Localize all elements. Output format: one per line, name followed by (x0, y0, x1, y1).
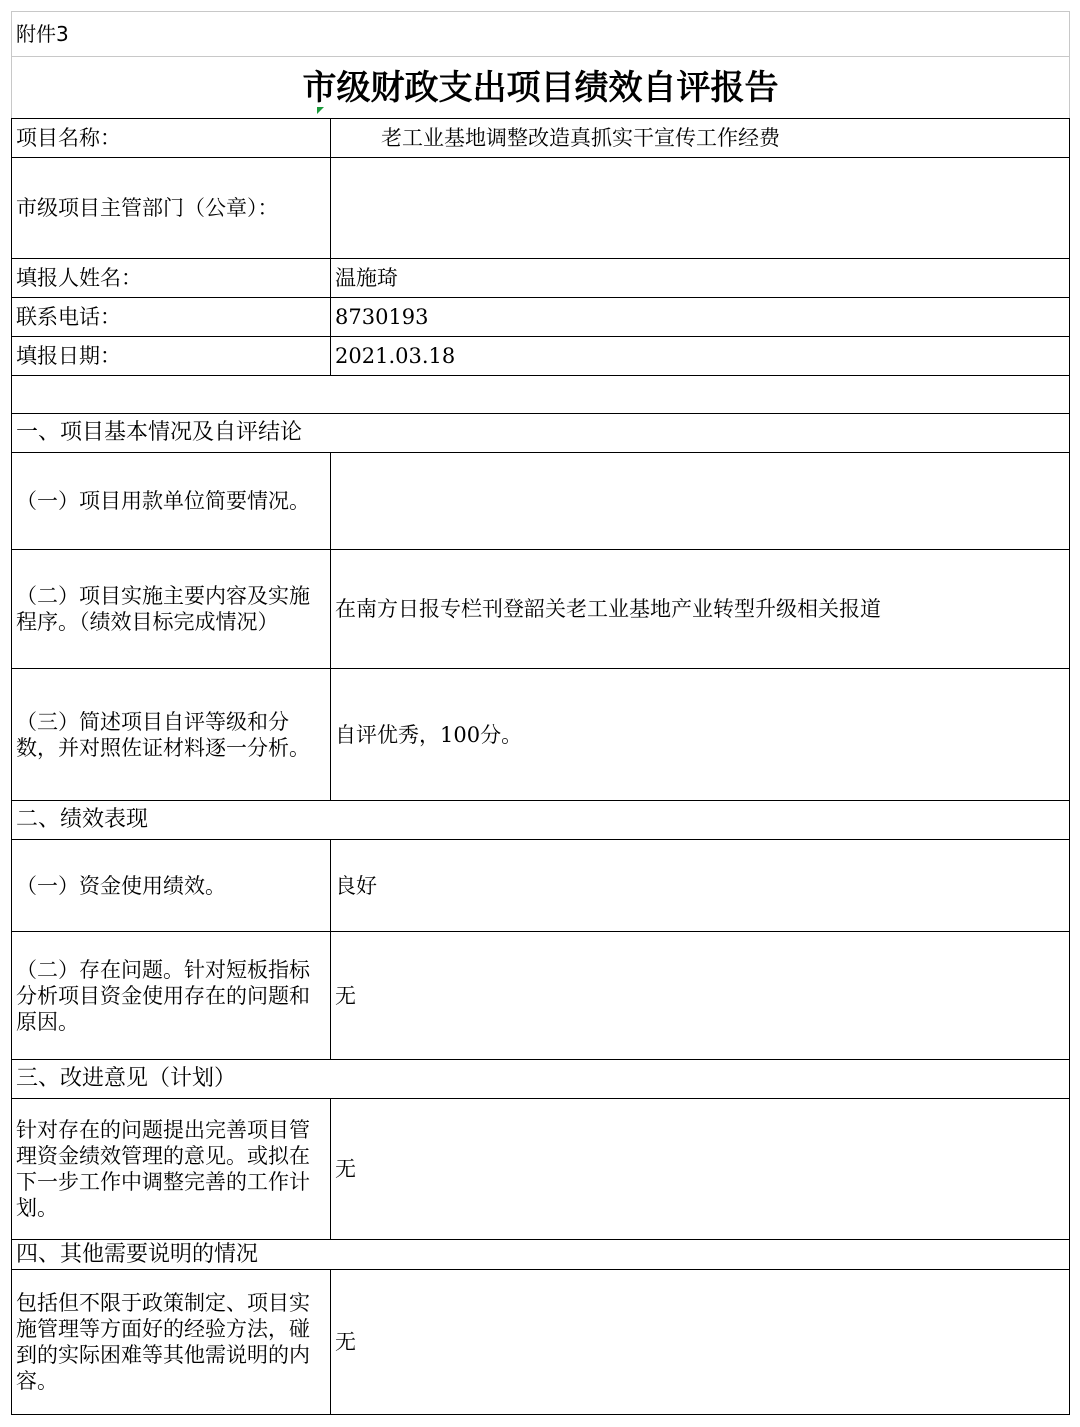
report-table (11, 11, 1070, 1415)
date-value: 2021.03.18 (331, 337, 1070, 376)
sec2-q2-value: 无 (331, 932, 1070, 1060)
sec4-q1-value: 无 (331, 1270, 1070, 1415)
sec1-q1-value (331, 453, 1070, 550)
section-2-heading: 二、绩效表现 (12, 801, 1070, 840)
sec1-q2-label: （二）项目实施主要内容及实施程序。（绩效目标完成情况） (12, 550, 331, 669)
section-1-heading: 一、项目基本情况及自评结论 (12, 414, 1070, 453)
section-3-heading: 三、改进意见（计划） (12, 1060, 1070, 1099)
sec4-q1-label: 包括但不限于政策制定、项目实施管理等方面好的经验方法，碰到的实际困难等其他需说明的内容。 (12, 1270, 331, 1415)
phone-value: 8730193 (331, 298, 1070, 337)
report-sheet (11, 11, 1069, 1415)
sec3-q1-label: 针对存在的问题提出完善项目管理资金绩效管理的意见。或拟在下一步工作中调整完善的工作计划。 (12, 1099, 331, 1240)
sec2-q2-label: （二）存在问题。针对短板指标分析项目资金使用存在的问题和原因。 (12, 932, 331, 1060)
sec2-q1-label: （一）资金使用绩效。 (12, 840, 331, 932)
sec2-q1-value: 良好 (331, 840, 1070, 932)
phone-label: 联系电话： (12, 298, 331, 337)
sec1-q2-value: 在南方日报专栏刊登韶关老工业基地产业转型升级相关报道 (331, 550, 1070, 669)
cell-comment-marker (317, 107, 324, 114)
dept-value (331, 158, 1070, 259)
sec1-q1-label: （一）项目用款单位简要情况。 (12, 453, 331, 550)
page-title: 市级财政支出项目绩效自评报告 (12, 57, 1070, 119)
filler-label: 填报人姓名： (12, 259, 331, 298)
date-label: 填报日期： (12, 337, 331, 376)
attachment-label: 附件3 (12, 12, 1070, 57)
blank-row (12, 376, 1070, 414)
sec1-q3-value: 自评优秀，100分。 (331, 669, 1070, 801)
sec1-q3-label: （三）简述项目自评等级和分数，并对照佐证材料逐一分析。 (12, 669, 331, 801)
project-name-label: 项目名称： (12, 119, 331, 158)
section-4-heading: 四、其他需要说明的情况 (12, 1240, 1070, 1270)
filler-value: 温施琦 (331, 259, 1070, 298)
project-name-value: 老工业基地调整改造真抓实干宣传工作经费 (331, 119, 1070, 158)
dept-label: 市级项目主管部门（公章）： (12, 158, 331, 259)
sec3-q1-value: 无 (331, 1099, 1070, 1240)
